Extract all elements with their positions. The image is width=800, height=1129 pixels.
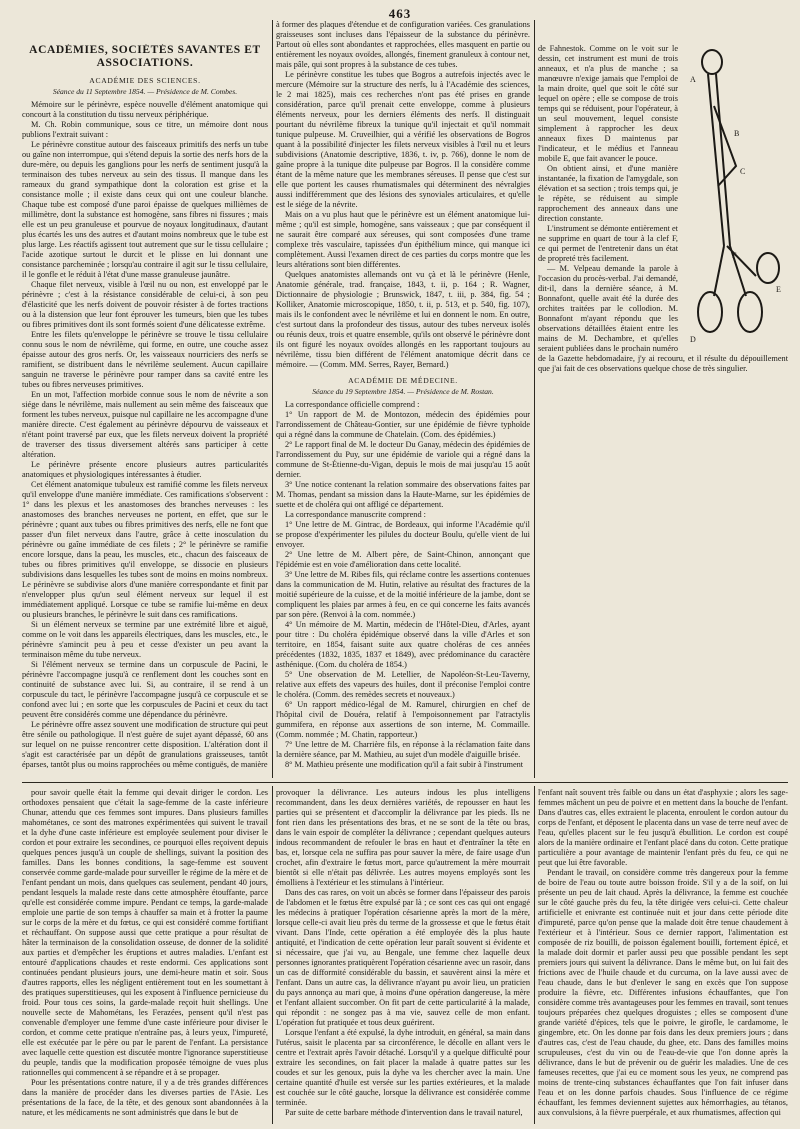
tonsillotome-illustration xyxy=(684,46,788,346)
page-number: 463 xyxy=(388,6,412,21)
paragraph: Si un élément nerveux se termine par une extrémité libre et aiguë, comme on le voit dans les appareils électriques, dans les muscles, etc., le périnèvre s'amincit peu à peu et cesse d'exister un peu avant la terminaison même du tube nerveux. xyxy=(22,620,268,659)
column-divider xyxy=(272,786,273,1124)
paragraph: 6° Un rapport médico-légal de M. Ramurel, chirurgien en chef de l'hôpital civil de Douéra, relatif à l'empoisonnement par l'atractylis gummifera, en réponse aux assertions de son interne, M. Commaille. (Comm. nommée ; M. Chatin, rapporteur.) xyxy=(276,700,530,739)
figure-label: F xyxy=(732,251,737,260)
column-bottom-3 xyxy=(538,788,788,1122)
lower-text-continued xyxy=(538,788,788,1118)
figure-label: D xyxy=(690,335,696,344)
sciences-text-continued xyxy=(276,20,530,370)
paragraph: On obtient ainsi, et d'une manière instantanée, la fixation de l'amygdale, son élévation et sa section ; trois temps qui, je le répète, se réduisent au simple rapprochement des anneaux dans une direction constante. xyxy=(538,164,678,223)
paragraph: M. Ch. Robin communique, sous ce titre, un mémoire dont nous publions l'extrait suivant : xyxy=(22,120,268,139)
fixed-ring-right xyxy=(738,292,762,332)
lower-text-continued xyxy=(276,788,530,1118)
medecine-seance: Séance du 19 Septembre 1854. — Présidence de M. Rostan. xyxy=(312,387,494,396)
column-divider xyxy=(534,786,535,1124)
paragraph: 2° Une lettre de M. Albert père, de Saint-Chinon, annonçant que l'épidémie est en voie d'amélioration dans cette localité. xyxy=(276,550,530,569)
paragraph: Le périnèvre constitue les tubes que Bogros a autrefois injectés avec le mercure (Mémoire sur la structure des nerfs, lu à l'Académie des sciences, le 2 mai 1825), mais ces recherches n'ont pas été prises en grande considération, parce qu'il prenait cette enveloppe, comme à plusieurs éléments nerveux, pour les derniers éléments des nerfs. Il distinguait pourtant du névrilème fibreux la tunique qu'il injectait et qu'il nommait tunique pulpeuse. M. Cruveilhier, qui a vérifié les observations de Bogros quant à la possibilité d'injecter les filets nerveux visibles à l'œil nu et leurs subdivisions (Anatomie descriptive, 1836, t. iv, p. 766), donne le nom de gaîne propre à la tunique dite pulpeuse par Bogros. Il la considère comme étant de la même nature que les membranes séreuses. Il pense que c'est sur elle que portent les causes rhumatismales qui déterminent des névralgies aussi indifféremment que des lésions des synoviales articulaires, et qu'elle est le siége de la névrite. xyxy=(276,70,530,209)
column-bottom-2 xyxy=(276,788,530,1122)
paragraph: — M. Velpeau demande la parole à l'occasion du procès-verbal. J'ai demandé, dit-il, dans la dernière séance, à M. Bonnafont, quelle avait été la durée des orchites traitées par le collodion. M. Bonnafont m'ayant répondu que les observations détaillées étaient entre les mains de M. Dechambre, et qu'elles seraient publiées dans le prochain numéro de la Gazette hebdomadaire, j'y ai recouru, et il résulte du dépouillement que j'ai fait de ces observations quelque chose de très singulier. xyxy=(538,264,788,373)
fixed-ring-left xyxy=(698,292,722,332)
paragraph: Pendant le travail, on considère comme très dangereux pour la femme de boire de l'eau ou toute autre boisson froide. S'il y a de la soif, on lui présente un peu de lait chaud. Après la délivrance, la femme est couchée sur le côté gauche près du feu, la tête dirigée vers celui-ci. Cette chaleur artificielle et enivrante est continuée nuit et jour dans cette période dite d'impureté, parce qu'on pense que la malade doit être tenue chaudement à l'extérieur et à l'intérieur. Sous ce dernier rapport, l'alimentation est composée de riz bouilli, de poisson également bouilli, fortement épicé, et la malade doit dormir et parler aussi peu que possible pendant les sept premiers jours qui suivent la délivrance. Dans le même but, on lui fait des frictions avec de l'huile chaude et du curcuma, on la lave aussi avec de l'eau chaude, dans le but d'enlever le sang en excès que l'on suppose produire la fièvre, etc. Différentes infusions échauffantes, que l'on considère comme très avantageuses pour les femmes en travail, sont tenues toujours préparées chez quelques droguistes ; elles se composent d'une grande variété d'épices, tels que le poivre, le girofle, le cardamome, le gingembre, etc. On les donne par fois dans les deux premiers jours ; dans d'autres cas, c'est de l'eau chaude, du ghee, etc. Dans des familles moins scrupuleuses, c'est du vin ou de l'eau-de-vie que l'on donne après la délivrance, dans le but de prévenir ou de guérir les maladies. Une de ces fameuses recettes, que j'ai eu ce moment sous les yeux, ne comprend pas moins de trente-cinq substances échauffantes que l'on fait infuser dans l'eau et on les donne parfois chaudes. Sous l'influence de ce régime échauffant, les femmes deviennent sujettes aux hémorrhagies, au tétanos, aux convulsions, à la fièvre puerpérale, et aux rhumatismes, affection qui xyxy=(538,868,788,1117)
paragraph: Mais on a vu plus haut que le périnèvre est un élément anatomique lui-même ; qu'il est simple, homogène, sans vaisseaux ; que par conséquent il ne saurait être comparé aux séreuses, qui sont composées d'une trame complexe très vasculaire, tapissées d'un épithélium mince, qui manque ici complètement. Aussi l'examen direct de ces parties du corps montre que les leurs altérations sont bien différentes. xyxy=(276,210,530,269)
paragraph: Quelques anatomistes allemands ont vu çà et là le périnèvre (Henle, Anatomie générale, trad. française, 1843, t. ii, p. 164 ; R. Wagner, Dictionnaire de physiologie ; Brunswick, 1847, t. iii, p. 384, fig. 54 ; Kolliker, Anatomie microscopique, 1850, t. ii, p. 513, et p. 540, fig. 107), mais ils le confondent avec le névrilème et lui en donnent le nom. En outre, c'est surtout dans la profondeur des tissus, autour des tubes nerveux isolés ou réunis deux, trois et quatre ensemble, qu'ils ont observé le périnèvre dont ils ont figuré les noyaux ovoïdes allongés en les rapportant toujours au névrilème, tissu bien différent de l'élément anatomique décrit dans ce mémoire. — (Comm. MM. Serres, Rayer, Bernard.) xyxy=(276,270,530,369)
tonsillotome-figure xyxy=(684,46,788,346)
paragraph: Cet élément anatomique tubuleux est ramifié comme les filets nerveux qu'il enveloppe d'une manière immédiate. Ces ramifications s'observent : 1° dans les plexus et les anastomoses des branches nerveuses : les anastomoses des branches nerveuses ne portent, en effet, que sur le périnèvre ; quant aux tubes ou fibres primitives des nerfs, elle ne font que passer d'un filet nerveux dans l'autre, grâce à cette inosculation du périnèvre ou gaîne immédiate de ces filets ; 2° le périnèvre se ramifie encore lorsque, dans la peau, les muscles, etc., chacun des faisceaux de tubes ou fibres primitives qu'il enveloppe, se dissocie en plusieurs subdivisions dans lesquelles les tubes sont de moins en moins nombreux. Le périnèvre se subdivise alors d'une manière correspondante et finit par n'envelopper plus qu'un seul élément nerveux sur lequel il est immédiatement appliqué. Lorsque ce tube se ramifie lui-même en deux ou plusieurs branches, le périnèvre le suit dans ces ramifications. xyxy=(22,480,268,619)
column-top-2 xyxy=(276,20,530,776)
paragraph: 1° Un rapport de M. de Montozon, médecin des épidémies pour l'arrondissement de Château-Gontier, sur une épidémie de fièvre typhoïde qui a régné dans la commune de Chatelain. (Com. des épidémies.) xyxy=(276,410,530,439)
paragraph: La correspondance manuscrite comprend : xyxy=(285,510,426,519)
section-divider xyxy=(22,782,788,783)
paragraph: 4° Un mémoire de M. Martin, médecin de l'Hôtel-Dieu, d'Arles, ayant pour titre : Du choléra épidémique observé dans la ville d'Arles et son territoire, en 1854, faisant suite aux quatre choléras de ces années précédentes (1832, 1835, 1837 et 1849), avec prédominance du caractère asthénique. (Com. du choléra de 1854.) xyxy=(276,620,530,669)
paragraph: l'enfant naît souvent très faible ou dans un état d'asphyxie ; alors les sage-femmes mâchent un peu de poivre et en mettent dans la bouche de l'enfant. Dans d'autres cas, elles extraient le placenta, enroulent le cordon autour du corps de l'enfant, et déposent le placenta dans un vase de terre neuf avec de l'eau, qu'elles placent sur le feu jusqu'à ébullition. Le cordon est coupé alors de la manière ordinaire et l'enfant placé dans du coton. Cette pratique particulière a pour avantage de maintenir l'enfant près du feu, ce qui ne peut que lui être favorable. xyxy=(538,788,788,867)
mobile-ring xyxy=(757,253,779,283)
medecine-heading: ACADÉMIE DE MÉDECINE. xyxy=(348,376,458,385)
paragraph: Si l'élément nerveux se termine dans un corpuscule de Pacini, le périnèvre l'accompagne jusqu'à ce renflement dont les couches sont en continuité de substance avec lui. Si, au contraire, il se rend à un corpuscule du tact, le périnèvre l'accompagne jusqu'à ce corpuscule et se confond avec lui ; en sorte que les corpuscules de Pacini et ceux du tact peuvent être considérés comme une dépendance du périnèvre. xyxy=(22,660,268,719)
figure-label: E xyxy=(776,285,781,294)
column-top-3 xyxy=(538,44,788,776)
sciences-heading: ACADÉMIE DES SCIENCES. xyxy=(89,76,201,85)
paragraph: Le périnèvre constitue autour des faisceaux primitifs des nerfs un tube ou gaîne non interrompue, qui s'étend depuis la sortie des nerfs hors de la dure-mère, ou depuis les ganglions pour les nerfs de sentiment jusqu'à la terminaison des tubes nerveux au sein des tissus. Il manque dans les rameaux du grand sympathique dont la coloration est grise et la consistance molle ; il existe dans ceux qui ont une couleur blanche. Chaque tube est composé d'une paroi épaisse de quelques millièmes de millimètre, dont la substance est homogène, sans fibres ni fissures ; mais elle est un peu granuleuse et pourvue de noyaux longitudinaux, d'autant plus écartés les uns des autres et d'autant moins nombreux que le tube est plus large. Les réactifs agissent tout autrement que sur le tissu cellulaire ; l'acide azotique surtout le durcit et le plisse en lui donnant une consistance parcheminée ; lorsqu'au contraire il agit sur le tissu cellulaire, il le gonfle et le réduit à l'état d'une masse granuleuse jaunâtre. xyxy=(22,140,268,279)
paragraph: 7° Une lettre de M. Charrière fils, en réponse à la réclamation faite dans la dernière séance, par M. Mathieu, au sujet d'un modèle d'aiguille brisée. xyxy=(276,740,530,759)
tip-ring xyxy=(702,50,722,74)
column-divider xyxy=(272,20,273,778)
paragraph: de Fahnestok. Comme on le voit sur le dessin, cet instrument est muni de trois anneaux, et n'a plus de manche ; sa manœuvre n'exige jamais que l'emploi de la main droite, quel que soit le côté sur lequel on opère ; elle se compose de trois temps qui se réduisent, pour l'opérateur, à un seul mouvement, lequel consiste simplement à rapprocher les deux anneaux fixes D maintenus par l'indicateur, et le médius et l'anneau mobile E, que fait avancer le pouce. xyxy=(538,44,678,163)
paragraph: pour savoir quelle était la femme qui devait diriger le cordon. Les orthodoxes pensaient que c'était la sage-femme de la caste inférieure Chunar, attendu que ces femmes sont impures. Dans plusieurs familles mahométanes, ce sont des matrones expérimentées qui suivent le travail et la dyhe d'une caste inférieure est employée seulement pour diviser le cordon et pour extraire les secondines, ce pourquoi elles reçoivent depuis quelques pences jusqu'à un couple de shellings, suivant la position des familles. Dans les bonnes conditions, la sage-femme est souvent conservée comme garde-malade pour surveiller le régime de la mère et de l'enfant pendant un mois, dans quelques cas seulement, pendant 40 jours, pendant lesquels la malade reste dans cette atmosphère étouffante, parce qu'elle est considérée comme impure. Pendant ce temps, la garde-malade emploie une partie de son temps à chauffer sa main et à frotter la paume sur le corps de la mère et du fœtus, ce qui est considéré comme fortifiant et réchauffant. On suppose aussi que cette pratique a pour résultat de hâter la terminaison de la consolidation osseuse, de donner de la solidité aux parties et d'empêcher les éruptions et autres maladies. L'enfant est entouré d'applications chaudes et reste endormi. Ces applications sont continuées pendant plusieurs jours, une demi-heure matin et soir. Sous d'autres rapports, elles les négligent entièrement tout en les soumettant à des pratiques superstitieuses, qui les exposent à l'influence pernicieuse du froid. Pour tous ces soins, la garde-malade reçoit huit shellings. Une nouvelle secte de Mahométans, les Ferazées, pensent qu'il n'est pas convenable d'employer une femme d'une caste inférieure pour diviser le cordon, et comme cette pratique n'entraîne pas, à leurs yeux, l'impureté, elle est exécutée par le père ou par le parent de l'enfant. La persistance avec laquelle cette question est discutée montre l'ignorance superstitieuse du peuple, tandis que la modification proposée témoigne de vues plus rationnelles qui commencent à se répandre et à se propager. xyxy=(22,788,268,1077)
paragraph: Mémoire sur le périnèvre, espèce nouvelle d'élément anatomique qui concourt à la constitution du tissu nerveux périphérique. xyxy=(22,100,268,119)
paragraph: Par suite de cette barbare méthode d'intervention dans le travail naturel, xyxy=(285,1108,523,1117)
paragraph: 3° Une notice contenant la relation sommaire des observations faites par M. Thomas, pendant sa mission dans la Haute-Marne, sur les épidémies de suette et de choléra qui ont affligé ce département. xyxy=(276,480,530,509)
paragraph: Le périnèvre présente encore plusieurs autres particularités anatomiques et physiologiques intéressantes à étudier. xyxy=(22,460,268,479)
paragraph: Pour les présentations contre nature, il y a de très grandes différences dans la manière de procéder dans les diverses parties de l'Asie. Les présentations de la face, de la tête, et des genoux sont abandonnées à la nature, et les médicaments ne sont administrés que dans le but de xyxy=(22,1078,268,1117)
medecine-text xyxy=(276,400,530,770)
paragraph: provoquer la délivrance. Les auteurs indous les plus intelligens recommandent, dans les deux dernières variétés, de repousser en haut les parties qui se présentent et d'accomplir la délivrance par les pieds. Ils ne font rien dans les présentations des bras, et ne se sont de la tête ou bras, dans le vain espoir de compléter la délivrance ; cependant quelques auteurs indous recommandent de refouler le bras en haut et d'entraîner la tête en bas, et, lorsque cela ne suffira pas pour sauver la mère, de faire usage d'un crochet, afin d'extraire le fœtus mort, parce qu'autrement la mère mourrait bientôt si elle n'était pas délivrée. Les autres moyens employés sont les émolliens à l'extérieur et les stimulans à l'intérieur. xyxy=(276,788,530,887)
paragraph: 2° Le rapport final de M. le docteur Du Ganay, médecin des épidémies de l'arrondissement du Puy, sur une épidémie de variole qui a régné dans la commune de St-Étienne-du-Vigan, depuis le mois de mai jusqu'au 15 août dernier. xyxy=(276,440,530,479)
paragraph: Le périnèvre offre assez souvent une modification de structure qui peut être sénile ou pathologique. Il n'est guère de sujet ayant dépassé, 60 ans sur lequel on ne puisse rencontrer cette disposition. L'altération dont il s'agit est caractérisée par un dépôt de granulations graisseuses, tantôt éparses, tantôt plus ou moins rapprochées ou même contiguës, de manière xyxy=(22,720,268,769)
paragraph: L'instrument se démonte entièrement et ne supprime en quart de tour à la clef F, ce qui permet de l'entretenir dans un état de propreté très facilement. xyxy=(538,224,678,263)
paragraph: Dans des cas rares, on voit un abcès se former dans l'épaisseur des parois de l'abdomen et le fœtus être expulsé par là ; ce sont ces cas qui ont engagé les médecins à pratiquer l'opération césarienne après la mort de la mère, lorsque celle-ci avait lieu près du terme de la grossesse et que le fœtus était vivant. Dans l'Inde, cette opération a été employée dès la plus haute antiquité, et l'indication de cette opération leur paraît souvent si évidente et si nécessaire, que j'ai vu, au Bengale, une femme chez laquelle deux personnes ignorantes pratiquèrent l'opération césarienne avec un rasoir, dans un cas de difformité considérable du bassin, et sauvèrent ainsi la mère et l'enfant. Dans un autre cas, la délivrance n'ayant pu avoir lieu, un praticien du pays annonça au mari que, à moins d'une opération dangereuse, la mère et l'enfant allaient succomber. On fit part de cette particularité à la malade, qui répondit : ne songez pas à ma vie, sauvez celle de mon enfant. L'opération fut pratiquée et tous deux guérirent. xyxy=(276,888,530,1027)
paragraph: 1° Une lettre de M. Gintrac, de Bordeaux, qui informe l'Académie qu'il se propose d'expérimenter les pilules du docteur Boulu, qu'elle vient de lui envoyer. xyxy=(276,520,530,549)
column-top-1 xyxy=(22,44,268,776)
lower-text xyxy=(22,788,268,1118)
figure-label: B xyxy=(734,129,740,138)
section-title: ACADÉMIES, SOCIÉTÉS SAVANTES ET ASSOCIATIONS. xyxy=(29,44,261,69)
sciences-text xyxy=(22,100,268,770)
paragraph: Chaque filet nerveux, visible à l'œil nu ou non, est enveloppé par le périnèvre ; c'est à la résistance considérable de celui-ci, à son peu d'élasticité que les nerfs doivent de pouvoir résister à de fortes tractions ou à la distension que leur font éprouver les tumeurs, bien que les tubes ou fibres primitives dont ils sont formés soient d'une délicatesse extrême. xyxy=(22,280,268,329)
paragraph: 3° Une lettre de M. Ribes fils, qui réclame contre les assertions contenues dans la communication de M. Hutin, relative au résultat des fractures de la moitié supérieure de la cuisse, et de la moitié inférieure de la jambe, dont se compliquent les plaies par armes à feu, en ce qui concerne les faits avancés par son père. (Renvoi à la com. nommée.) xyxy=(276,570,530,619)
paragraph: Lorsque l'enfant a été expulsé, la dyhe introduit, en général, sa main dans l'utérus, saisit le placenta par sa circonférence, le décolle en allant vers le centre et l'extrait après l'avoir détaché. Lorsqu'il y a quelque difficulté pour extraire les secondines, on fait placer la malade à quatre pattes sur les coudes et sur les genoux, puis la dyhe va les chercher avec la main. Une certaine quantité d'huile est versée sur les parties extérieures, et la malade est couchée sur le côté gauche, lorsque la délivrance est considérée comme terminée. xyxy=(276,1028,530,1107)
column-bottom-1 xyxy=(22,788,268,1122)
column-divider xyxy=(534,20,535,778)
paragraph: La correspondance officielle comprend : xyxy=(285,400,420,409)
figure-label: A xyxy=(690,75,696,84)
sciences-seance: Séance du 11 Septembre 1854. — Présidence de M. Combes. xyxy=(52,87,238,96)
paragraph: Entre les filets qu'enveloppe le périnèvre se trouve le tissu cellulaire connu sous le nom de névrilème, qui forme, en outre, une couche assez épaisse autour des gros nerfs. Or, les vaisseaux nourriciers des nerfs se ramifient, se distribuent dans le névrilème seulement. Aucun capillaire sanguin ne traverse le périnèvre pour ramper dans sa cavité entre les tubes ou fibres nerveuses primitives. xyxy=(22,330,268,389)
paragraph: à former des plaques d'étendue et de configuration variées. Ces granulations graisseuses sont incluses dans l'épaisseur de la substance du périnèvre. Partout où elles sont abondantes et rapprochées, elles masquent en partie ou entièrement les noyaux ovoïdes, allongés, finement granuleux à contour net, mais pâle, qui sont propres à la substance de ces tubes. xyxy=(276,20,530,69)
paragraph: 8° M. Mathieu présente une modification qu'il a fait subir à l'instrument xyxy=(285,760,524,769)
paragraph: 5° Une observation de M. Letellier, de Napoléon-St-Leu-Taverny, relative aux effets des vapeurs des huiles, dont il préconise l'emploi contre le choléra. (Comm. des remèdes secrets et nouveaux.) xyxy=(276,670,530,699)
paragraph: En un mot, l'affection morbide connue sous le nom de névrite a son siége dans le névrilème, mais nullement au sein même des faisceaux que forment les tubes nerveux, puisque nul capillaire ne les accompagne d'une manière directe. C'est également au périnèvre dépourvu de vaisseaux et n'étant point traversé par eux, que les filets nerveux doivent la propriété de traverser des tissus diversement altérés sans participer à cette altération. xyxy=(22,390,268,459)
figure-label: C xyxy=(740,167,746,176)
